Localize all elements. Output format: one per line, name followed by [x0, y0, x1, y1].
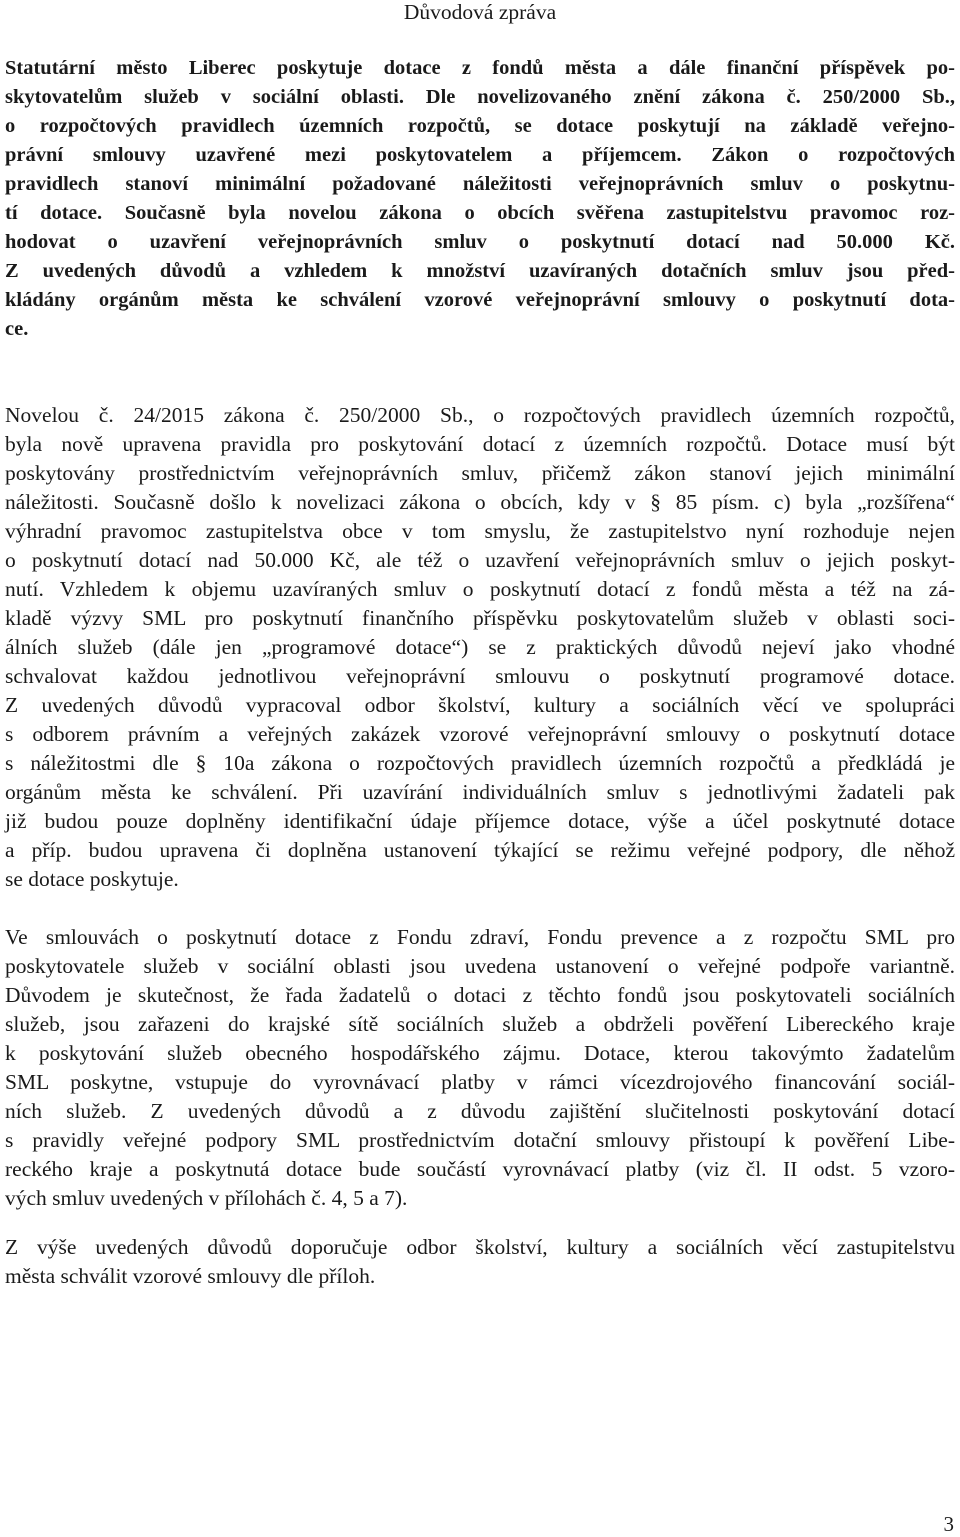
- paragraph-line: s náležitostmi dle § 10a zákona o rozpočtových pravidlech územních rozpočtů a předkládá je: [5, 751, 955, 775]
- paragraph-line: ních služeb. Z uvedených důvodů a z důvodu zajištění slučitelnosti poskytování dotací: [5, 1099, 955, 1123]
- paragraph-line: álních služeb (dále jen „programové dotace“) se z praktických důvodů nejeví jako vhodné: [5, 635, 955, 659]
- paragraph-line: již budou pouze doplněny identifikační údaje příjemce dotace, výše a účel poskytnuté dotace: [5, 809, 955, 833]
- paragraph-line: Z uvedených důvodů vypracoval odbor školství, kultury a sociálních věcí ve spolupráci: [5, 693, 955, 717]
- paragraph-line: SML poskytne, vstupuje do vyrovnávací platby v rámci vícezdrojového financování sociál-: [5, 1070, 955, 1094]
- paragraph-line: o poskytnutí dotací nad 50.000 Kč, ale též o uzavření veřejnoprávních smluv o jejich poskyt-: [5, 548, 955, 572]
- paragraph-recommendation: [5, 1233, 955, 1291]
- paragraph-line: města schválit vzorové smlouvy dle příloh.: [5, 1264, 376, 1288]
- intro-bold-paragraph: [5, 54, 955, 344]
- paragraph-line: kládány orgánům města ke schválení vzorové veřejnoprávní smlouvy o poskytnutí dota-: [5, 289, 955, 311]
- paragraph-line: právní smlouvy uzavřené mezi poskytovatelem a příjemcem. Zákon o rozpočtových: [5, 144, 955, 166]
- document-title: Důvodová zpráva: [403, 0, 557, 24]
- paragraph-line: o rozpočtových pravidlech územních rozpočtů, se dotace poskytují na základě veřejno-: [5, 115, 955, 137]
- paragraph-line: orgánům města ke schválení. Při uzavírání individuálních smluv s jednotlivými žadateli pak: [5, 780, 955, 804]
- paragraph-line: schvalovat každou jednotlivou veřejnoprávní smlouvu o poskytnutí programové dotace.: [5, 664, 955, 688]
- paragraph-line: reckého kraje a poskytnutá dotace bude součástí vyrovnávací platby (viz čl. II odst. 5 vzoro-: [5, 1157, 955, 1181]
- paragraph-line: k poskytování služeb obecného hospodářského zájmu. Dotace, kterou takovýmto žadatelům: [5, 1041, 955, 1065]
- paragraph-amendment: [5, 401, 955, 894]
- paragraph-line: hodovat o uzavření veřejnoprávních smluv o poskytnutí dotací nad 50.000 Kč.: [5, 231, 955, 253]
- paragraph-line: byla nově upravena pravidla pro poskytování dotací z územních rozpočtů. Dotace musí být: [5, 432, 955, 456]
- paragraph-line: vých smluv uvedených v přílohách č. 4, 5 a 7).: [5, 1186, 408, 1210]
- paragraph-line: se dotace poskytuje.: [5, 867, 179, 891]
- paragraph-line: Z uvedených důvodů a vzhledem k množství uzavíraných dotačních smluv jsou před-: [5, 260, 955, 282]
- paragraph-line: Důvodem je skutečnost, že řada žadatelů o dotaci z těchto fondů jsou poskytovateli sociálních: [5, 983, 955, 1007]
- paragraph-line: poskytovatele služeb v sociální oblasti jsou uvedena ustanovení o veřejné podpoře variantně.: [5, 954, 955, 978]
- paragraph-line: pravidlech stanoví minimální požadované náležitosti veřejnoprávních smluv o poskytnu-: [5, 173, 955, 195]
- paragraph-line: Statutární město Liberec poskytuje dotace z fondů města a dále finanční příspěvek po-: [5, 57, 955, 79]
- paragraph-line: ce.: [5, 318, 29, 340]
- paragraph-line: skytovatelům služeb v sociální oblasti. Dle novelizovaného znění zákona č. 250/2000 Sb.,: [5, 86, 955, 108]
- paragraph-line: Ve smlouvách o poskytnutí dotace z Fondu zdraví, Fondu prevence a z rozpočtu SML pro: [5, 925, 955, 949]
- document-page: [5, 0, 955, 1288]
- paragraph-line: výhradní pravomoc zastupitelstva obce v tom smyslu, že zastupitelstvo nyní rozhoduje nejen: [5, 519, 955, 543]
- paragraph-state-aid: [5, 923, 955, 1213]
- paragraph-line: tí dotace. Současně byla novelou zákona o obcích svěřena zastupitelstvu pravomoc roz-: [5, 202, 955, 224]
- paragraph-line: služeb, jsou zařazeni do krajské sítě sociálních služeb a obdrželi pověření Libereckého kraje: [5, 1012, 955, 1036]
- paragraph-line: a příp. budou upravena či doplněna ustanovení týkající se režimu veřejné podpory, dle něhož: [5, 838, 955, 862]
- paragraph-line: poskytovány prostřednictvím veřejnoprávních smluv, přičemž zákon stanoví jejich minimální: [5, 461, 955, 485]
- page-number: 3: [943, 1512, 954, 1536]
- paragraph-line: kladě výzvy SML pro poskytnutí finančního příspěvku poskytovatelům služeb v oblasti soci-: [5, 606, 955, 630]
- paragraph-line: Novelou č. 24/2015 zákona č. 250/2000 Sb., o rozpočtových pravidlech územních rozpočtů,: [5, 403, 955, 427]
- paragraph-line: Z výše uvedených důvodů doporučuje odbor školství, kultury a sociálních věcí zastupitelstvu: [5, 1235, 955, 1259]
- paragraph-line: s odborem právním a veřejných zakázek vzorové veřejnoprávní smlouvy o poskytnutí dotace: [5, 722, 955, 746]
- paragraph-line: s pravidly veřejné podpory SML prostřednictvím dotační smlouvy přistoupí k pověření Libe-: [5, 1128, 955, 1152]
- paragraph-line: nutí. Vzhledem k objemu uzavíraných smluv o poskytnutí dotací z fondů města a též na zá-: [5, 577, 955, 601]
- paragraph-line: náležitosti. Současně došlo k novelizaci zákona o obcích, kdy v § 85 písm. c) byla „rozšířena“: [5, 490, 955, 514]
